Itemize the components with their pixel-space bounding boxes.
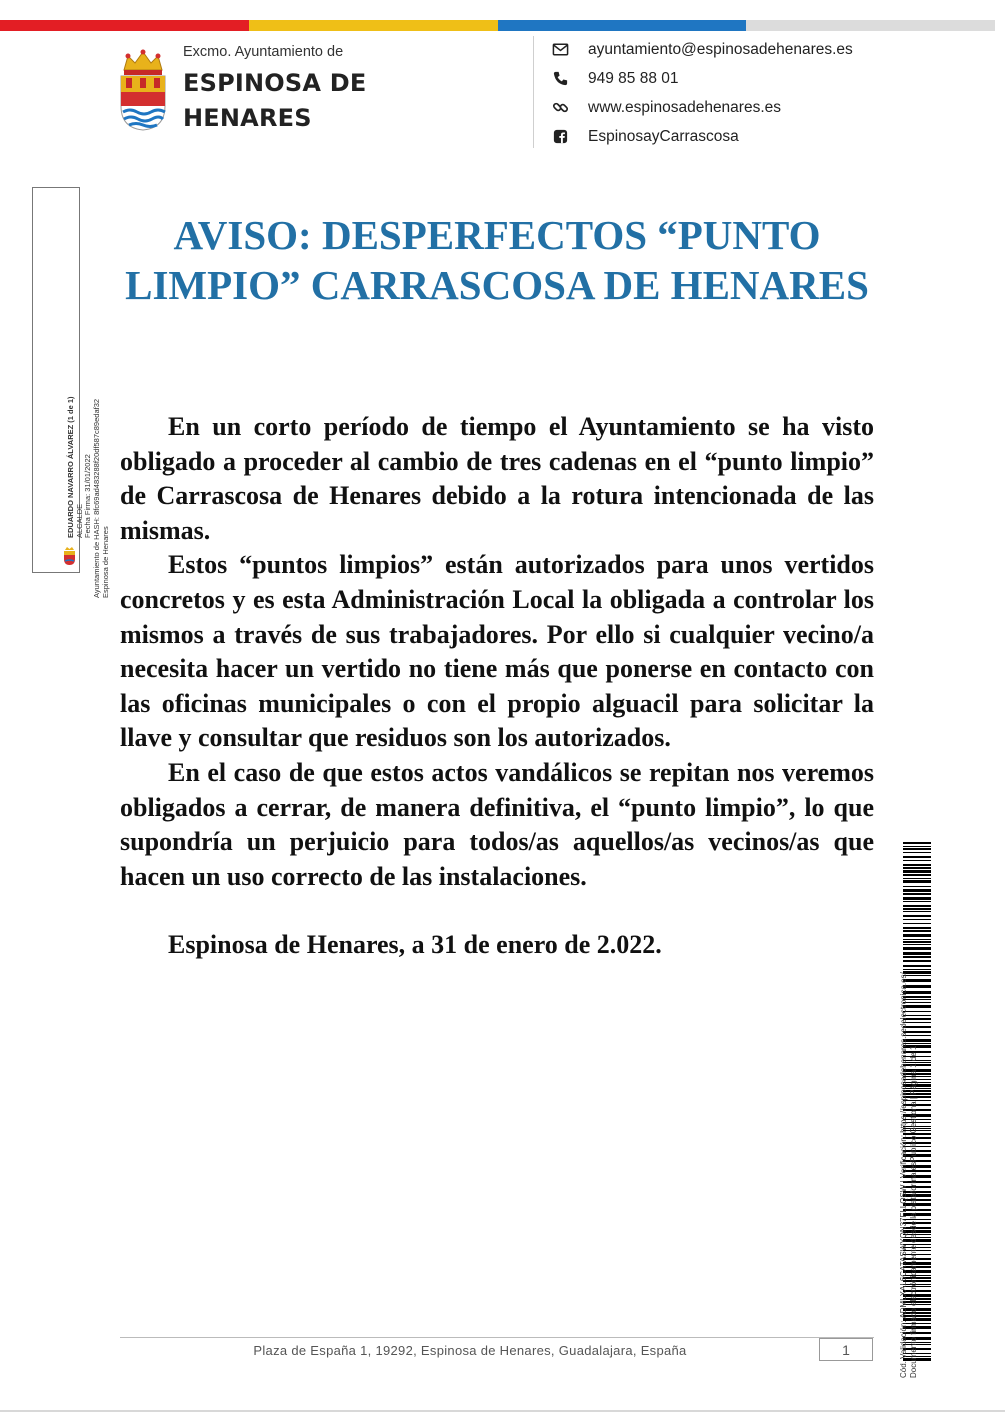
phone-icon — [552, 70, 569, 87]
envelope-icon — [552, 41, 569, 58]
stripe-blue — [498, 20, 747, 31]
org-name-line1: ESPINOSA DE — [183, 69, 367, 97]
notice-title: AVISO: DESPERFECTOS “PUNTO LIMPIO” CARRASCOSA DE HENARES — [125, 212, 869, 308]
facebook-icon — [552, 128, 569, 145]
header-divider — [533, 36, 534, 148]
org-prefix: Excmo. Ayuntamiento de — [183, 44, 344, 60]
facebook-text: EspinosayCarrascosa — [588, 127, 739, 145]
barcode-bar — [903, 848, 931, 850]
footer-address: Plaza de España 1, 19292, Espinosa de Henares, Guadalajara, España — [253, 1343, 687, 1358]
color-stripe — [0, 20, 995, 31]
email-text: ayuntamiento@espinosadehenares.es — [588, 40, 853, 58]
paragraph-3: En el caso de que estos actos vandálicos se repitan nos veremos obligados a cerrar, de manera definitiva, el “punto limpio”, lo que supondría un perjuicio para todos/as aquellos/as vecinos/as que hacen un uso correcto de las instalaciones. — [120, 757, 874, 891]
signer-role: ALCALDE — [74, 503, 84, 538]
verification-line-2: Documento firmado electrónicamente desde la plataforma esPublico Gestiona | Página 1 de 1 — [909, 1045, 918, 1378]
page-number: 1 — [819, 1338, 873, 1361]
stripe-red — [0, 20, 249, 31]
contact-phone[interactable] — [552, 64, 853, 93]
signature-org-1: Ayuntamiento de — [92, 541, 102, 598]
footer-rule — [120, 1337, 874, 1338]
website-text: www.espinosadehenares.es — [588, 98, 782, 116]
coat-of-arms-logo — [118, 48, 168, 132]
signature-hash: HASH: 8fc69ad483288f20df587c89edaf32 — [92, 398, 102, 540]
verification-line-1: Cód. Validación: ADMLXAL6CATASWYQN37FLLQSW | Verificación: https://espinosadehenares.sedelectronica.es/ — [899, 972, 908, 1378]
paragraph-2: Estos “puntos limpios” están autorizados para unos vertidos concretos y es esta Administración Local la obligada a controlar los mismos a través de sus trabajadores. Por ello si cualquier vecino/a necesita hacer un vertido no tiene más que ponerse en contacto con las oficinas municipales o con el propio alguacil para solicitar la llave y consultar que residuos son los autorizados. — [120, 550, 874, 753]
barcode-bar — [903, 852, 931, 853]
link-icon — [552, 99, 569, 116]
contact-facebook[interactable] — [552, 122, 853, 151]
barcode-bar — [903, 846, 931, 847]
signature-date: Fecha Firma: 31/01/2022 — [83, 454, 93, 538]
contact-list — [552, 35, 853, 151]
stripe-grey — [746, 20, 995, 31]
verification-text — [899, 858, 925, 1378]
org-name-line2: HENARES — [183, 104, 312, 132]
barcode-bar — [903, 842, 931, 844]
date-line: Espinosa de Henares, a 31 de enero de 2.022. — [168, 930, 662, 960]
contact-website[interactable] — [552, 93, 853, 122]
paragraph-1: En un corto período de tiempo el Ayuntamiento se ha visto obligado a proceder al cambio de tres cadenas en el “punto limpio” de Carrascosa de Henares debido a la rotura intencionada de las mismas. — [120, 412, 874, 545]
organization-name — [183, 44, 366, 136]
phone-text: 949 85 88 01 — [588, 69, 679, 87]
signer-name: EDUARDO NAVARRO ÁLVAREZ (1 de 1) — [66, 396, 75, 538]
contact-email[interactable] — [552, 35, 853, 64]
stripe-yellow — [249, 20, 498, 31]
signature-org-2: Espinosa de Henares — [100, 526, 110, 598]
signature-crest-icon — [63, 546, 76, 566]
notice-body — [120, 410, 874, 963]
page-bottom-edge — [0, 1410, 1005, 1412]
signature-text — [67, 206, 111, 598]
